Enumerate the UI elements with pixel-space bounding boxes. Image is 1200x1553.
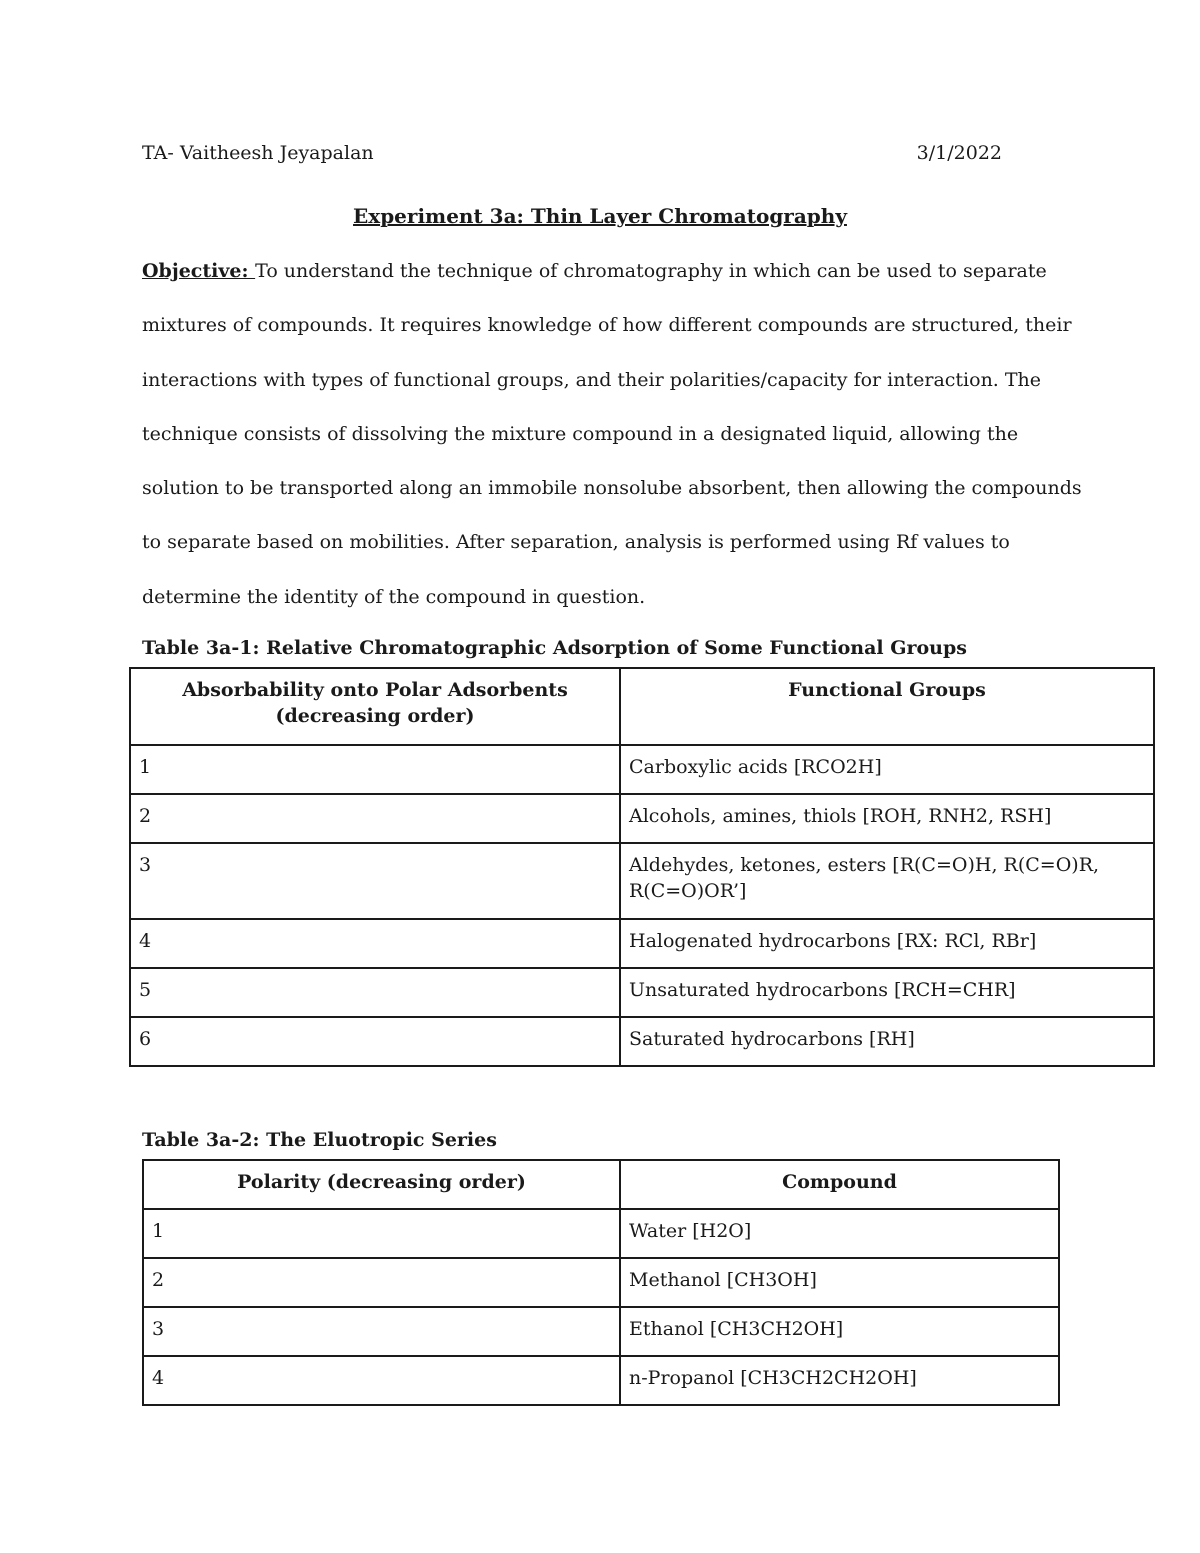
page-title: Experiment 3a: Thin Layer Chromatography [353,204,847,228]
compound-cell: Water [H2O] [620,1209,1059,1258]
objective-text: To understand the technique of chromatography in which can be used to separate [255,260,1047,282]
column-header-functional-groups: Functional Groups [620,668,1154,745]
group-cell: Halogenated hydrocarbons [RX: RCl, RBr] [620,919,1154,968]
objective-line: to separate based on mobilities. After separation, analysis is performed using Rf values to [142,531,1010,554]
table-row [130,1017,1154,1066]
document-header [142,142,1002,172]
group-cell: Saturated hydrocarbons [RH] [620,1017,1154,1066]
table-row [143,1258,1059,1307]
objective-line: mixtures of compounds. It requires knowledge of how different compounds are structured, their [142,314,1072,337]
rank-cell: 3 [143,1307,620,1356]
table1-caption: Table 3a-1: Relative Chromatographic Adsorption of Some Functional Groups [142,637,967,659]
objective-line: interactions with types of functional groups, and their polarities/capacity for interaction. The [142,368,1042,391]
group-text: Aldehydes, ketones, esters [R(C=O)H, R(C=O)R, [629,854,1100,876]
table-row [143,1356,1059,1405]
column-header-polarity: Polarity (decreasing order) [143,1160,620,1209]
table-row [130,919,1154,968]
group-cell: Carboxylic acids [RCO2H] [620,745,1154,794]
column-header-absorbability [130,668,620,745]
rank-cell: 3 [130,843,620,919]
rank-cell: 1 [130,745,620,794]
table-row [130,745,1154,794]
objective-paragraph [142,256,1082,636]
rank-cell: 1 [143,1209,620,1258]
column-header-compound: Compound [620,1160,1059,1209]
group-cell: Unsaturated hydrocarbons [RCH=CHR] [620,968,1154,1017]
objective-line: determine the identity of the compound in question. [142,585,646,608]
compound-cell: Ethanol [CH3CH2OH] [620,1307,1059,1356]
table-row [143,1307,1059,1356]
rank-cell: 2 [130,794,620,843]
table-header-row [143,1160,1059,1209]
header-text: (decreasing order) [275,705,475,727]
rank-cell: 4 [143,1356,620,1405]
objective-line [142,256,1072,310]
functional-groups-table [129,667,1155,1067]
compound-cell: n-Propanol [CH3CH2CH2OH] [620,1356,1059,1405]
compound-cell: Methanol [CH3OH] [620,1258,1059,1307]
table-row [130,843,1154,919]
document-date: 3/1/2022 [916,142,1002,164]
rank-cell: 4 [130,919,620,968]
objective-line: technique consists of dissolving the mixture compound in a designated liquid, allowing the [142,422,1019,445]
rank-cell: 2 [143,1258,620,1307]
eluotropic-series-table [142,1159,1060,1406]
table-row [130,968,1154,1017]
group-text: R(C=O)OR’] [629,880,747,902]
objective-line: solution to be transported along an immobile nonsolube absorbent, then allowing the compounds [142,477,1082,500]
table-header-row [130,668,1154,745]
group-cell [620,843,1154,919]
rank-cell: 5 [130,968,620,1017]
header-text: Absorbability onto Polar Adsorbents [182,679,568,701]
rank-cell: 6 [130,1017,620,1066]
group-cell: Alcohols, amines, thiols [ROH, RNH2, RSH] [620,794,1154,843]
table-row [143,1209,1059,1258]
objective-label: Objective: [142,260,256,282]
table-row [130,794,1154,843]
ta-name: TA- Vaitheesh Jeyapalan [142,142,374,164]
table2-caption: Table 3a-2: The Eluotropic Series [142,1129,497,1151]
